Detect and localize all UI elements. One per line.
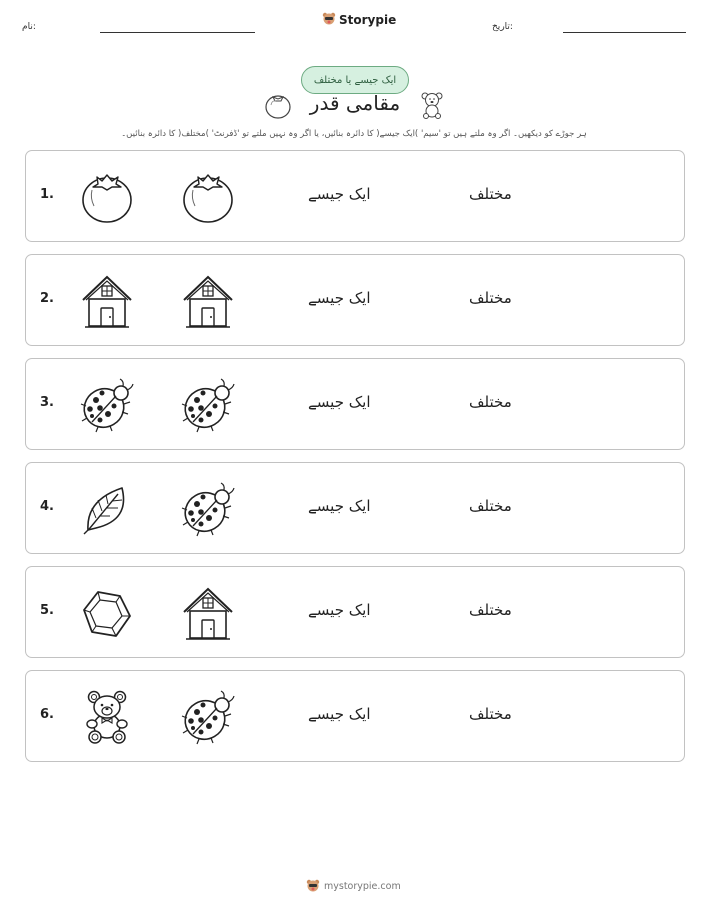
teddy-decoration-icon [419, 91, 445, 119]
teddy-bear-icon [78, 688, 136, 746]
exercise-row [25, 670, 685, 762]
page-title: مقامی قدر [309, 91, 401, 115]
instructions-text: ہر جوڑے کو دیکھیں۔ اگر وہ ملتے ہیں تو 'سیم' )ایک جیسے( کا دائرہ بنائیں، یا اگر وہ نہیں ملتے تو 'ڈفرنٹ' )مختلف( کا دائرہ بنائیں۔ [121, 129, 587, 139]
house-icon [78, 272, 136, 330]
ladybug-icon [179, 688, 237, 746]
row-number: 5. [40, 603, 54, 618]
different-option[interactable]: مختلف [469, 393, 512, 411]
brand-logo [322, 12, 396, 27]
ladybug-icon [179, 480, 237, 538]
same-option[interactable]: ایک جیسے [308, 185, 371, 203]
different-option[interactable]: مختلف [469, 497, 512, 515]
different-option[interactable]: مختلف [469, 289, 512, 307]
date-line[interactable] [563, 32, 686, 33]
footer-bear-icon [306, 879, 320, 894]
exercise-row [25, 150, 685, 242]
gem-icon [78, 584, 136, 642]
same-option[interactable]: ایک جیسے [308, 393, 371, 411]
same-option[interactable]: ایک جیسے [308, 601, 371, 619]
leaf-icon [78, 480, 136, 538]
different-option[interactable]: مختلف [469, 185, 512, 203]
worksheet-type-badge: ایک جیسے یا مختلف [301, 66, 409, 94]
name-line[interactable] [100, 32, 255, 33]
footer-website: mystorypie.com [324, 881, 401, 892]
row-number: 3. [40, 395, 54, 410]
same-option[interactable]: ایک جیسے [308, 705, 371, 723]
tomato-decoration-icon [263, 90, 293, 120]
ladybug-icon [179, 376, 237, 434]
exercise-row [25, 462, 685, 554]
same-option[interactable]: ایک جیسے [308, 289, 371, 307]
same-option[interactable]: ایک جیسے [308, 497, 371, 515]
house-icon [179, 272, 237, 330]
footer [306, 879, 401, 894]
different-option[interactable]: مختلف [469, 705, 512, 723]
exercise-row [25, 254, 685, 346]
different-option[interactable]: مختلف [469, 601, 512, 619]
house-icon [179, 584, 237, 642]
row-number: 4. [40, 499, 54, 514]
exercise-row [25, 358, 685, 450]
bear-logo-icon [322, 12, 336, 27]
ladybug-icon [78, 376, 136, 434]
row-number: 2. [40, 291, 54, 306]
date-label: تاریخ: [492, 22, 513, 32]
brand-name: Storypie [339, 12, 397, 27]
row-number: 1. [40, 187, 54, 202]
exercise-row [25, 566, 685, 658]
name-label: نام: [22, 22, 36, 32]
tomato-icon [78, 168, 136, 226]
tomato-icon [179, 168, 237, 226]
row-number: 6. [40, 707, 54, 722]
